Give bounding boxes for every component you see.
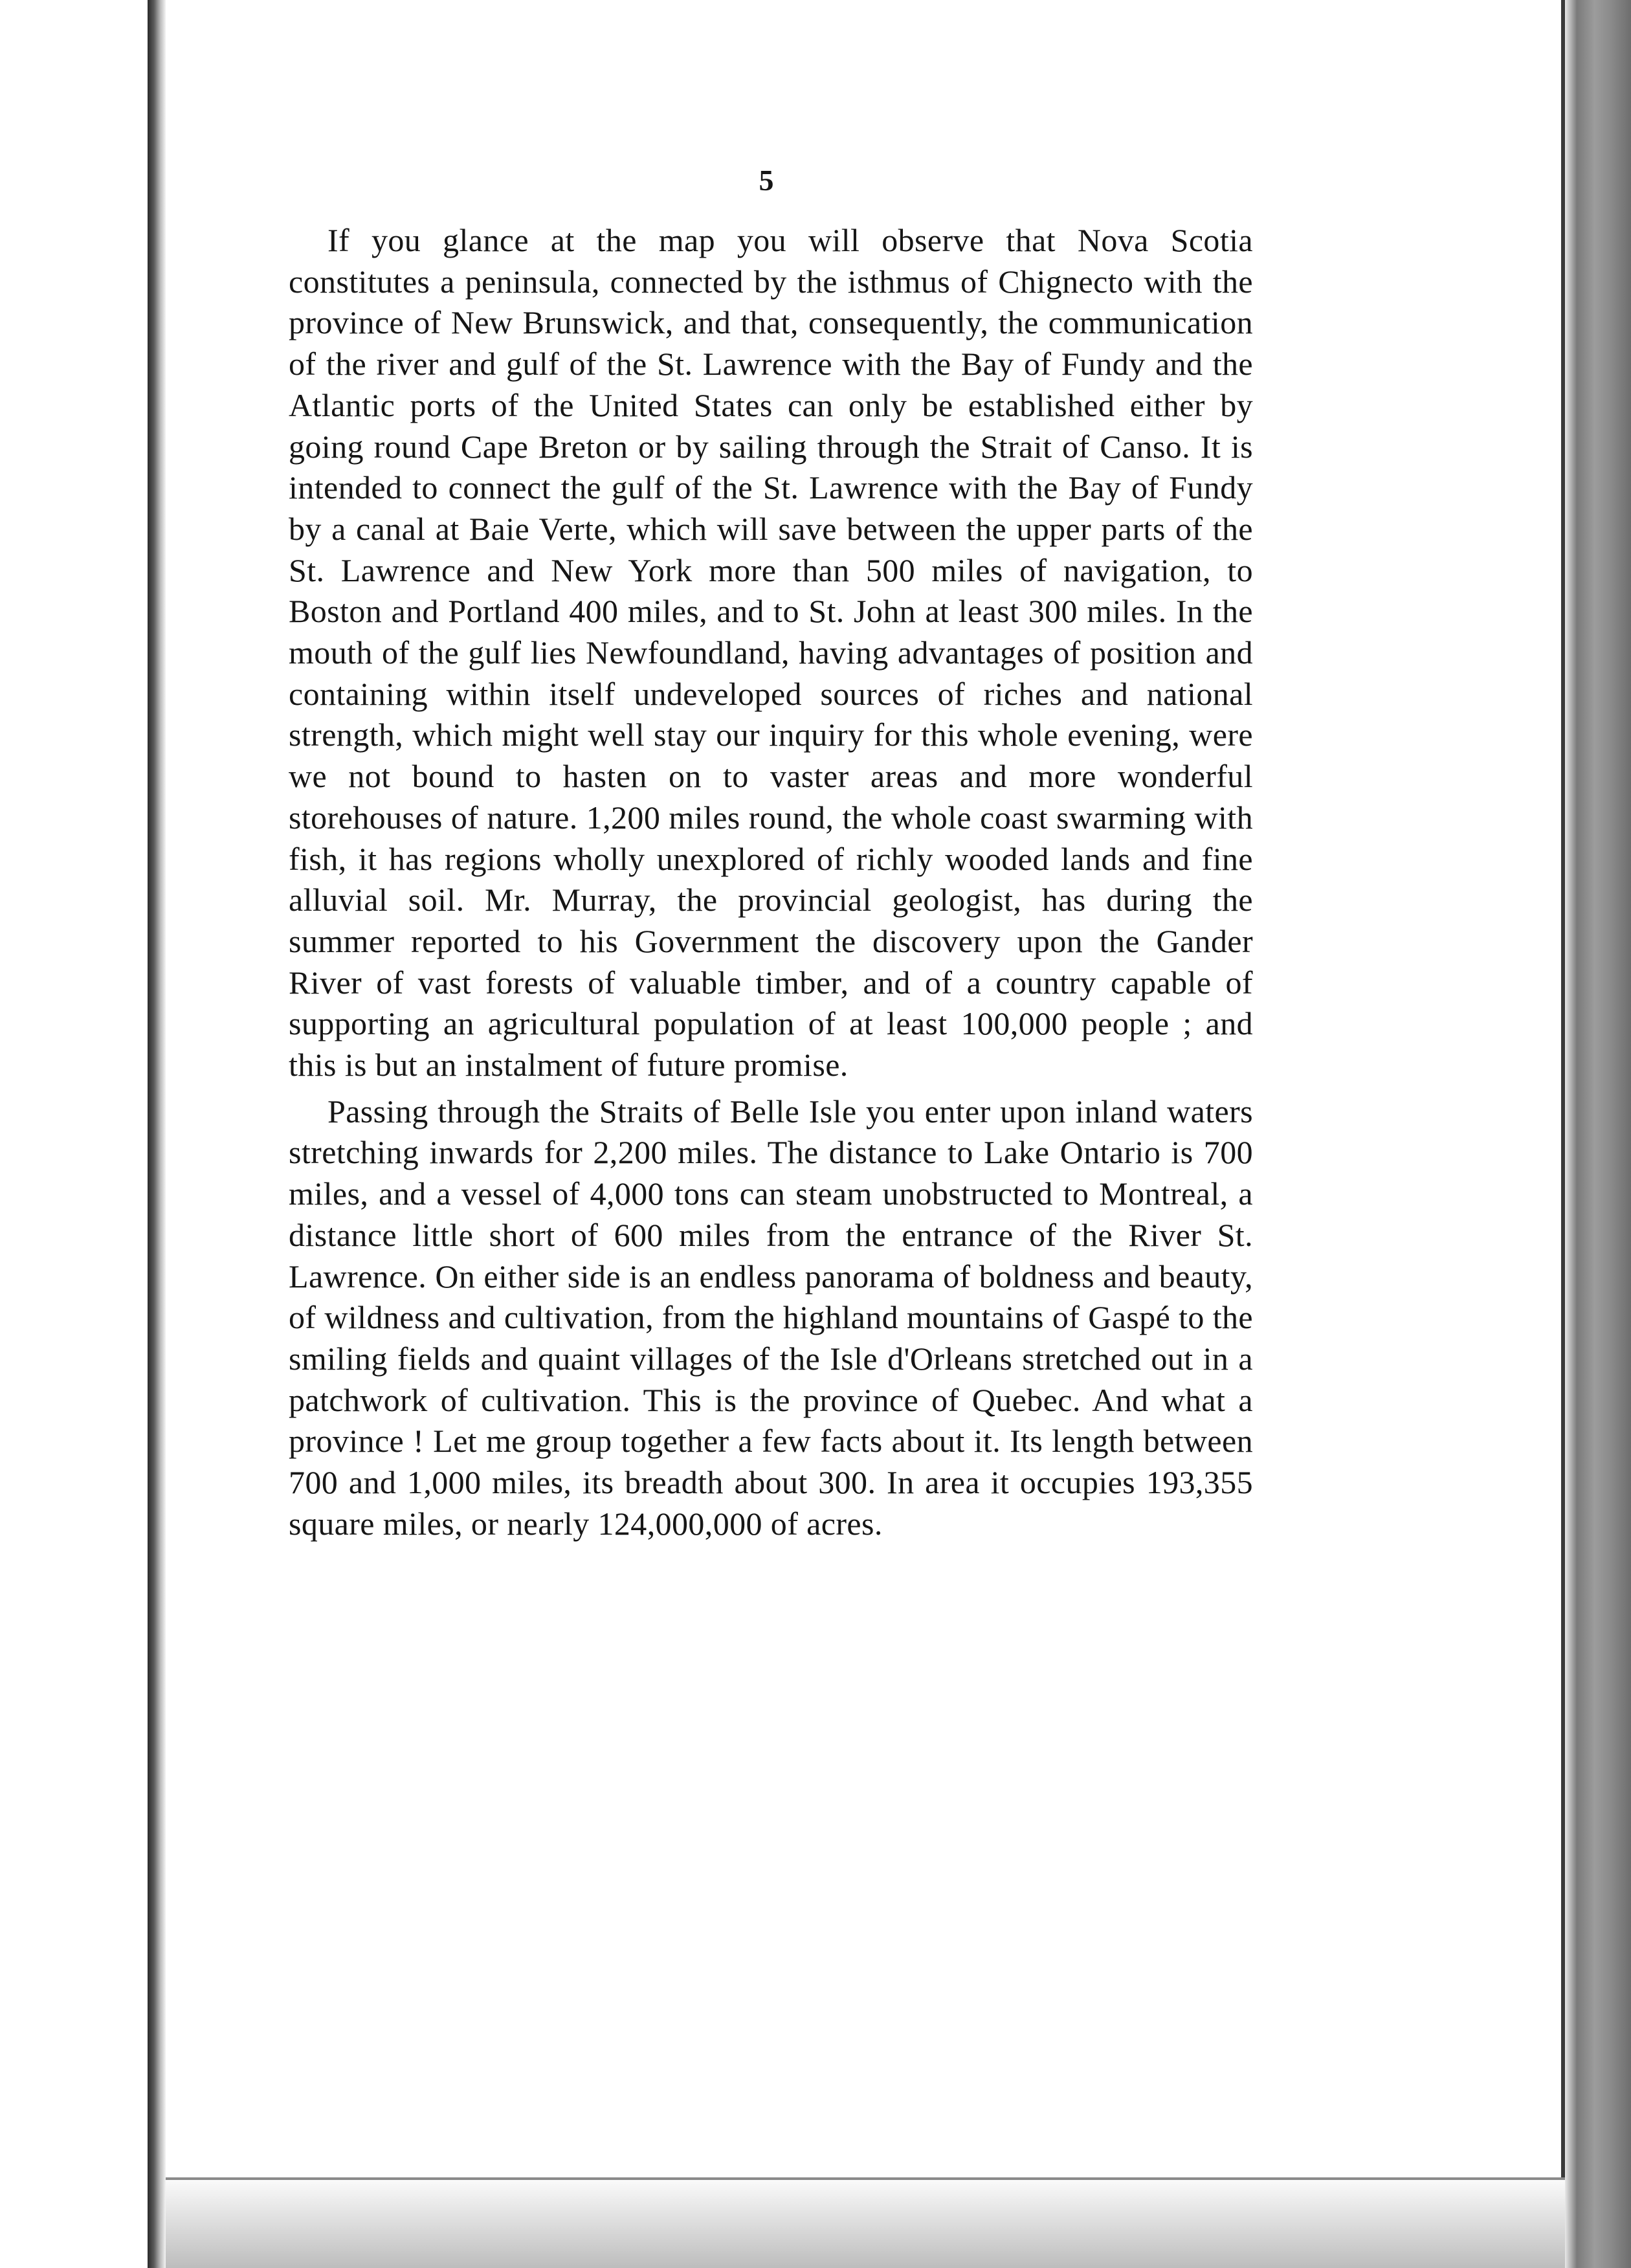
paragraph-1: If you glance at the map you will observe that Nova Scotia constitutes a peninsula, connected by the isthmus of Chignecto with the province of New Brunswick, and that, consequently, the communication of the river and gulf of the St. Lawrence with the Bay of Fundy and the Atlantic ports of the United States can only be established either by going round Cape Breton or by sailing through the Strait of Canso. It is intended to connect the gulf of the St. Lawrence with the Bay of Fundy by a canal at Baie Verte, which will save between the upper parts of the St. Lawrence and New York more than 500 miles of navigation, to Boston and Portland 400 miles, and to St. John at least 300 miles. In the mouth of the gulf lies Newfoundland, having advantages of position and containing within itself undeveloped sources of riches and national strength, which might well stay our inquiry for this whole evening, were we not bound to hasten on to vaster areas and more wonderful storehouses of nature. 1,200 miles round, the whole coast swarming with fish, it has regions wholly unexplored of richly wooded lands and fine alluvial soil. Mr. Murray, the provincial geologist, has during the summer reported to his Government the discovery upon the Gander River of vast forests of valuable timber, and of a country capable of supporting an agricultural population of at least 100,000 people ; and this is but an instalment of future promise. bbox=[289, 222, 1253, 1084]
binding-gutter bbox=[148, 0, 166, 2268]
scan-right-shadow bbox=[1565, 0, 1631, 2268]
left-page-edge bbox=[0, 0, 150, 2268]
body-text bbox=[289, 220, 1253, 1545]
paragraph-2: Passing through the Straits of Belle Isle you enter upon inland waters stretching inwards for 2,200 miles. The distance to Lake Ontario is 700 miles, and a vessel of 4,000 tons can steam unobstructed to Montreal, a distance little short of 600 miles from the entrance of the River St. Lawrence. On either side is an endless panorama of boldness and beauty, of wildness and cultivation, from the highland mountains of Gaspé to the smiling fields and quaint villages of the Isle d'Orleans stretched out in a patchwork of cultivation. This is the province of Quebec. And what a province ! Let me group together a few facts about it. Its length between 700 and 1,000 miles, its breadth about 300. In area it occupies 193,355 square miles, or nearly 124,000,000 of acres. bbox=[289, 1093, 1253, 1542]
page-number: 5 bbox=[759, 164, 774, 197]
scan-bottom-shadow bbox=[166, 2180, 1565, 2268]
